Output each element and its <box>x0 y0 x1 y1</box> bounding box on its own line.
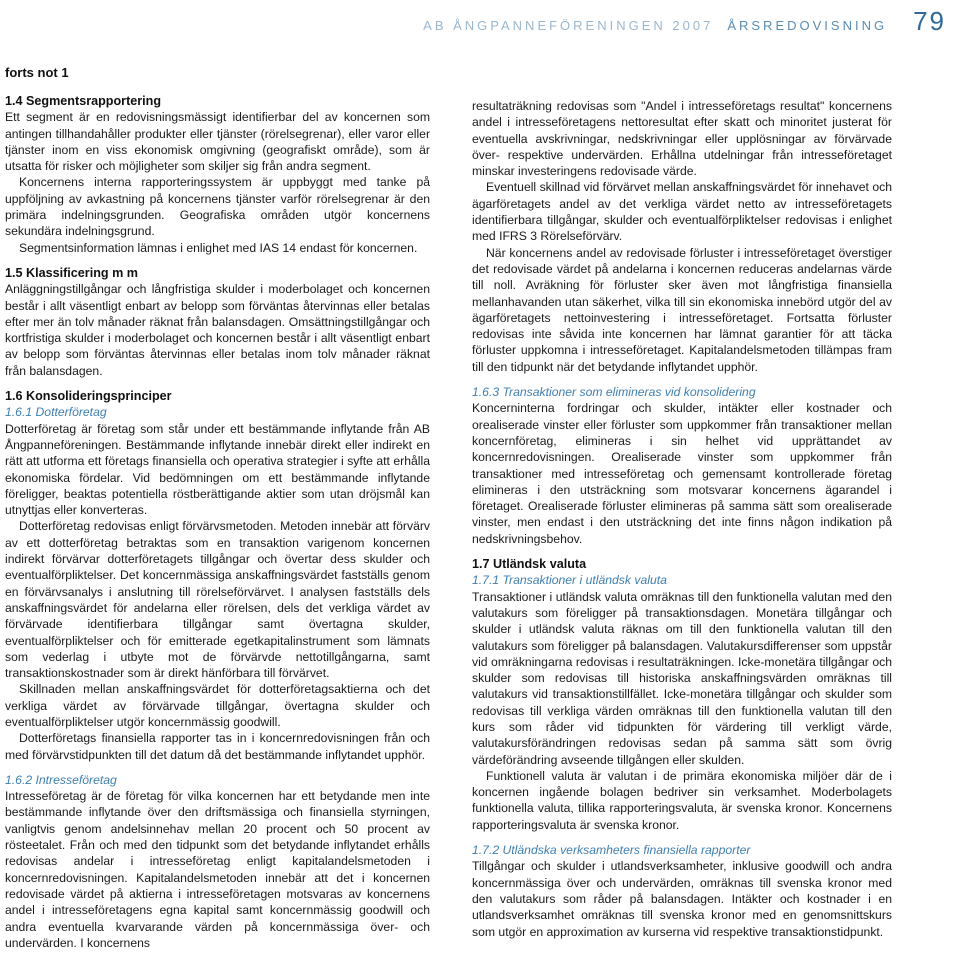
left-column <box>5 93 430 951</box>
section-1-6-2-continued-paragraph: Eventuell skillnad vid förvärvet mellan anskaffningsvärdet för innehavet och ägarföretagets andel av det verkliga värdet netto av intresseföretagets identifierbara tillgångar, skulder och eventualförpliktelser redovisas i enlighet med IFRS 3 Rörelseförvärv. <box>472 180 892 244</box>
section-1-6-2-paragraph: Intresseföretag är de företag för vilka koncernen har ett betydande men inte bestämmande inflytande över den driftsmässiga och finansiella styrningen, vanligtvis genom andelsinnehav mellan 20 procent och 50 procent av rösteetalet. Från och med den tidpunkt som det betydande inflytandet erhålls redovisas andelar i intresseföretag enligt kapitalandelsmetoden i koncernredovisningen. Kapitalandelsmetoden innebär att det i koncernen redovisade värdet på aktierna i intresseföretagen motsvaras av koncernens andel i intresseföretagens egna kapital samt koncernmässig goodwill och andra eventuella kvarvarande värden på koncernmässiga över- och undervärden. I koncernens <box>5 789 430 950</box>
section-1-7-title: 1.7 Utländsk valuta <box>472 557 587 572</box>
section-1-5-title: 1.5 Klassificering m m <box>5 265 138 280</box>
section-1-6-1-paragraph: Skillnaden mellan anskaffningsvärdet för dotterföretagsaktierna och det verkliga värdet av förvärvade tillgångar, övertagna skulder och eventualförpliktelser utgör koncernmässig goodwill. <box>5 682 430 729</box>
section-1-6-1-paragraph: Dotterföretag är företag som står under ett bestämmande inflytande från AB Ångpanneföreningen. Bestämmande inflytande innebär direkt eller indirekt en rätt att utforma ett företags finansiella och operativa strategier i syfte att erhålla ekonomiska fördelar. Vid bedömningen om ett bestämmande inflytande föreligger, beaktas potentiella röstberättigande aktier som utan dröjsmål kan utnyttjas eller konverteras. <box>5 421 430 518</box>
continued-label: forts not 1 <box>5 65 69 80</box>
section-1-6-title: 1.6 Konsolideringsprinciper <box>5 389 172 404</box>
section-1-6-3-title: 1.6.3 Transaktioner som elimineras vid konsolidering <box>472 385 756 400</box>
section-1-7-1-paragraph: Transaktioner i utländsk valuta omräknas till den funktionella valutan med den valutakurs som föreligger på transaktionsdagen. Monetära tillgångar och skulder i utländsk valuta räknas om till den funktionella valutan till den valutakurs som föreligger på balansdagen. Valutakursdifferenser som uppstår vid omräkningarna redovisas i resultaträkningen. Icke-monetära tillgångar och skulder som redovisas till historiska anskaffningsvärden omräknas till valutakurs vid transaktionstillfället. Icke-monetära tillgångar och skulder som redovisas till verkliga värden omräknas till den funktionella valutan till den kurs som råder vid tidpunkten för värdering till verkligt värde, valutakursförändringen redovisas sedan på samma sätt som övrig värdeförändring avseende tillgången eller skulden. <box>472 589 892 767</box>
header-company: AB ÅNGPANNEFÖRENINGEN 2007 <box>423 18 714 33</box>
section-1-6-2-title: 1.6.2 Intresseföretag <box>5 772 117 787</box>
section-1-6-3-paragraph: Koncerninterna fordringar och skulder, intäkter eller kostnader och orealiserade vinster eller förluster som uppkommer från transaktioner mellan koncernföretag, elimineras i sin helhet vid upprättandet av koncernredovisningen. Orealiserade vinster som uppkommer från transaktioner med intresseföretag och gemensamt kontrollerade företag elimineras i den utsträckning som motsvarar koncernens ägarandel i företaget. Orealiserade förluster elimineras på samma sätt som orealiserade vinster, men endast i den utsträckning det inte finns någon indikation på nedskrivningsbehov. <box>472 401 892 546</box>
section-1-7-1-title: 1.7.1 Transaktioner i utländsk valuta <box>472 573 667 588</box>
section-1-6-1-paragraph: Dotterföretags finansiella rapporter tas in i koncernredovisningen från och med förvärvstidpunkten till det datum då det bestämmande inflytandet upphör. <box>5 731 430 762</box>
section-1-6-1-paragraph: Dotterföretag redovisas enligt förvärvsmetoden. Metoden innebär att förvärv av ett dotterföretag betraktas som en transaktion varigenom koncernen indirekt förvärvar dotterföretagets tillgångar och övertar dess skulder och eventualförpliktelser. Det koncernmässiga anskaffningsvärdet fastställs genom en förvärvsanalys i anslutning till rörelseförvärvet. I analysen fastställs dels anskaffningsvärdet för andelarna eller rörelsen, dels det verkliga värdet av förvärvade identifierbara tillgångar samt övertagna skulder, eventualförpliktelser och för emitterade egetkapitalinstrument som lämnats som vederlag i utbyte mot de förvärvde nettotillgångarna, samt transaktionskostnader som är direkt hänförbara till förvärvet. <box>5 519 430 681</box>
section-1-7-1-paragraph: Funktionell valuta är valutan i de primära ekonomiska miljöer där de i koncernen ingående bolagen bedriver sin verksamhet. Moderbolagets funktionella valuta, tillika rapporteringsvaluta, är svenska kronor. Koncernens rapporteringsvaluta är svenska kronor. <box>472 768 892 832</box>
section-1-7-2-paragraph: Tillgångar och skulder i utlandsverksamheter, inklusive goodwill och andra koncernmässiga över och undervärden, omräknas till svenska kronor med den valutakurs som råder på balansdagen. Intäkter och kostnader i en utlandsverksamhet omräknas till svenska kronor med en genomsnittskurs som utgör en approximation av kurserna vid respektive transaktionstidpunkt. <box>472 859 892 939</box>
section-1-6-2-continued-paragraph: resultaträkning redovisas som "Andel i intresseföretags resultat" koncernens andel i intresseföretagens nettoresultat efter skatt och minoritet justerat för eventuella avskrivningar, nedskrivningar eller upplösningar av förvärvade över- respektive undervärden. Erhållna utdelningar från intresseföretaget minskar investeringens redovisade värde. <box>472 99 892 179</box>
section-1-4-paragraph: Koncernens interna rapporteringssystem är uppbyggt med tanke på uppföljning av avkastning på koncernens tjänster varför rörelsegrenar är den primära indelningsgrunden. Geografiska områden utgör koncernens sekundära indelningsgrund. <box>5 175 430 239</box>
section-1-5-paragraph: Anläggningstillgångar och långfristiga skulder i moderbolaget och koncernen består i allt väsentligt enbart av belopp som förväntas återvinnas eller betalas efter mer än tolv månader räknat från balansdagen. Omsättningstillgångar och kortfristiga skulder i moderbolaget och koncernen består i allt väsentligt enbart av belopp som förväntas återvinnas eller betalas inom tolv månader räknat från balansdagen. <box>5 282 430 378</box>
header-report-title: ÅRSREDOVISNING <box>727 18 888 33</box>
section-1-6-1-title: 1.6.1 Dotterföretag <box>5 405 107 420</box>
right-column <box>472 98 892 940</box>
page-number: 79 <box>913 6 946 36</box>
section-1-4-paragraph: Ett segment är en redovisningsmässigt identifierbar del av koncernen som antingen tillhandahåller produkter eller tjänster (rörelsegrenar), eller varor eller tjänster inom en viss ekonomisk omgivning (geografiskt område), som är utsatta för risker och möjligheter som skiljer sig från andra segment. <box>5 110 430 174</box>
section-1-7-2-title: 1.7.2 Utländska verksamheters finansiella rapporter <box>472 843 751 858</box>
section-1-4-title: 1.4 Segmentsrapportering <box>5 94 162 108</box>
page-header <box>423 6 946 37</box>
section-1-6-2-continued-paragraph: När koncernens andel av redovisade förluster i intresseföretaget överstiger det redovisade värdet på andelarna i koncernen reduceras andelarnas värde till noll. Avräkning för förluster sker även mot långfristiga finansiella mellanhavanden utan säkerhet, vilka till sin ekonomiska innebörd utgör del av ägarföretagets nettoinvestering i intresseföretaget. Fortsatta förluster redovisas inte såvida inte koncernen har lämnat garantier för att täcka förluster uppkomna i intresseföretaget. Kapitalandelsmetoden tillämpas fram till den tidpunkt när det betydande inflytandet upphör. <box>472 245 892 374</box>
section-1-4-paragraph: Segmentsinformation lämnas i enlighet med IAS 14 endast för koncernen. <box>19 240 418 255</box>
